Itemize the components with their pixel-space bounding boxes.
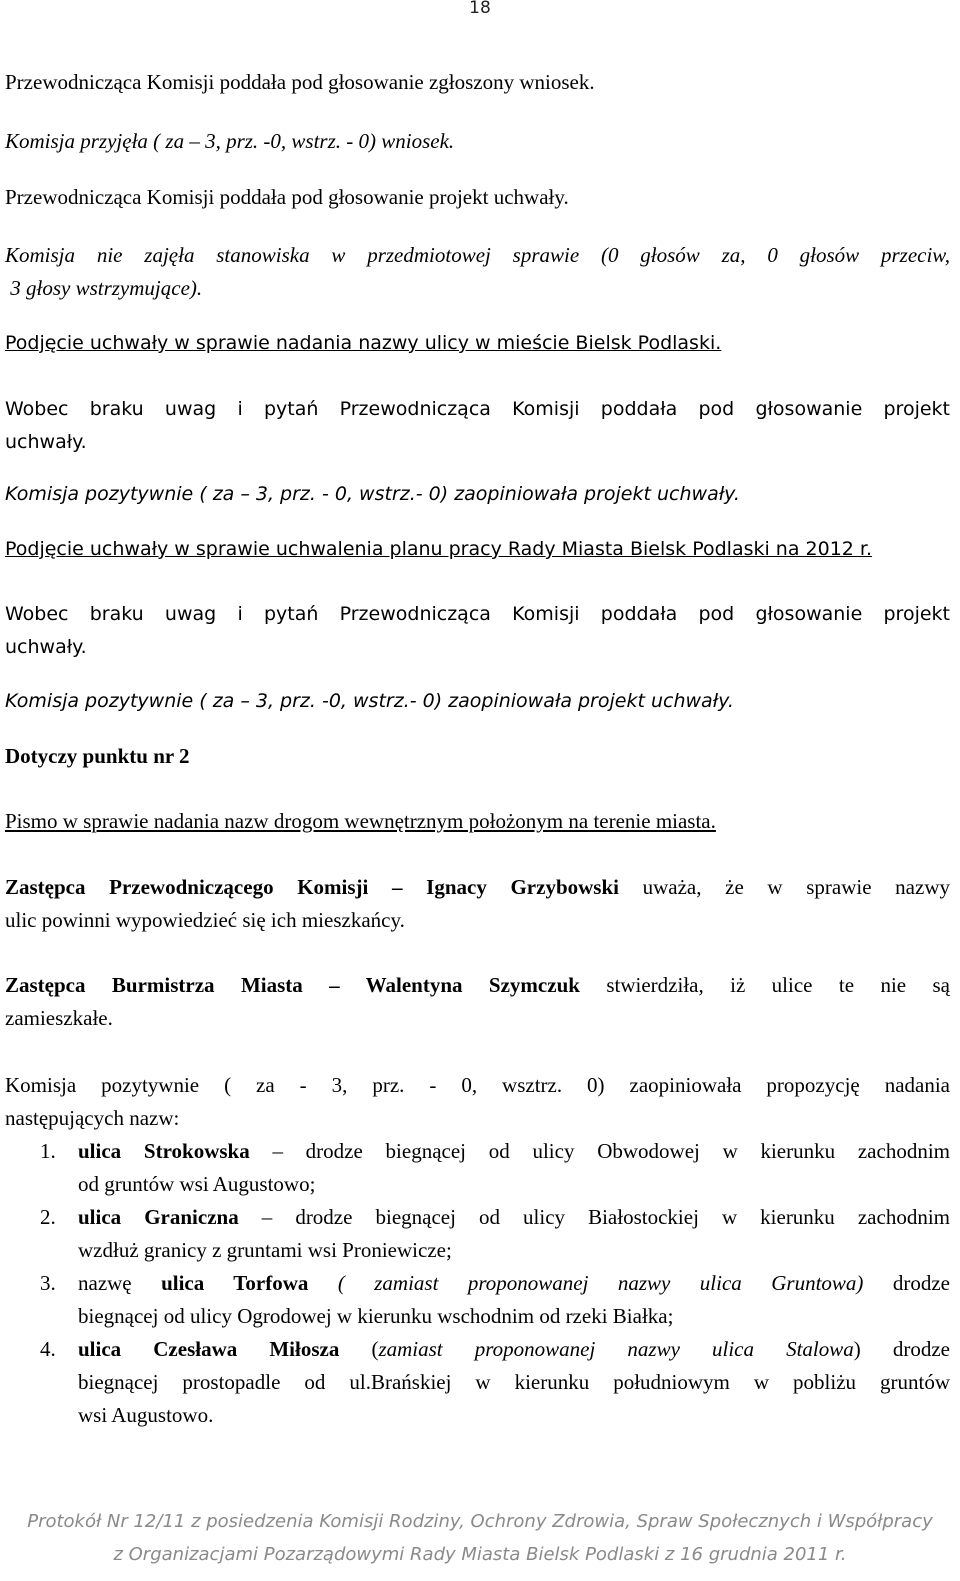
street-name: ulica Czesława Miłosza — [78, 1337, 340, 1361]
paragraph-no-remarks-1-line1: Wobec braku uwag i pytań Przewodnicząca Komisji poddała pod głosowanie projekt — [5, 398, 950, 420]
street-paren: ( — [339, 1337, 379, 1361]
section-heading-point-2: Dotyczy punktu nr 2 — [5, 744, 190, 768]
street-description-end: wsi Augustowo. — [78, 1403, 214, 1427]
paragraph-letter-street-names: Pismo w sprawie nadania nazw drogom wewnętrznym położonym na terenie miasta. — [5, 809, 716, 833]
paragraph-no-position-line2: 3 głosy wstrzymujące). — [5, 276, 203, 300]
deputy-mayor-statement: stwierdziła, iż ulice te nie są — [579, 973, 951, 997]
paragraph-vote-resolution: Przewodnicząca Komisji poddała pod głosowanie projekt uchwały. — [5, 185, 569, 209]
paragraph-deputy-mayor-line2: zamieszkałe. — [5, 1006, 113, 1030]
list-item — [40, 1201, 950, 1267]
street-description: – drodze biegnącej od ulicy Obwodowej w kierunku zachodnim — [249, 1139, 950, 1163]
paragraph-proposal-line1: Komisja pozytywnie ( za - 3, prz. - 0, wsztrz. 0) zaopiniowała propozycję nadania — [5, 1073, 950, 1097]
list-item-number: 3. — [40, 1271, 56, 1295]
street-description: – drodze biegnącej od ulicy Białostockiej w kierunku zachodnim — [238, 1205, 950, 1229]
street-prefix: nazwę — [78, 1271, 162, 1295]
paragraph-positive-opinion-2: Komisja pozytywnie ( za – 3, prz. -0, wstrz.- 0) zaopiniowała projekt uchwały. — [5, 690, 734, 712]
list-item — [40, 1267, 950, 1333]
list-item-number: 1. — [40, 1139, 56, 1163]
street-description: ) drodze — [853, 1337, 950, 1361]
page-number: 18 — [469, 0, 491, 18]
street-name: ulica Strokowska — [78, 1139, 250, 1163]
paragraph-vote-motion: Przewodnicząca Komisji poddała pod głosowanie zgłoszony wniosek. — [5, 70, 595, 94]
street-description-cont: od gruntów wsi Augustowo; — [78, 1172, 316, 1196]
deputy-mayor-name: Zastępca Burmistrza Miasta – Walentyna Szymczuk — [5, 973, 580, 997]
paragraph-deputy-chair-line1 — [5, 871, 950, 904]
list-item — [40, 1333, 950, 1432]
street-note: zamiast proponowanej nazwy ulica Stalowa — [378, 1337, 854, 1361]
paragraph-no-remarks-1-line2: uchwały. — [5, 431, 87, 453]
paragraph-deputy-mayor-line1 — [5, 969, 950, 1002]
paragraph-deputy-chair-line2: ulic powinni wypowiedzieć się ich mieszkańcy. — [5, 908, 405, 932]
street-description-cont: biegnącej prostopadle od ul.Brańskiej w kierunku południowym w pobliżu gruntów — [78, 1370, 950, 1394]
list-item — [40, 1135, 950, 1201]
street-description-cont: biegnącej od ulicy Ogrodowej w kierunku wschodnim od rzeki Białka; — [78, 1304, 674, 1328]
footer-line1: Protokół Nr 12/11 z posiedzenia Komisji Rodziny, Ochrony Zdrowia, Spraw Społecznych i Współpracy — [27, 1511, 933, 1532]
paragraph-motion-accepted: Komisja przyjęła ( za – 3, prz. -0, wstrz. - 0) wniosek. — [5, 129, 455, 153]
paragraph-proposal-line2: następujących nazw: — [5, 1106, 180, 1130]
heading-work-plan-resolution: Podjęcie uchwały w sprawie uchwalenia planu pracy Rady Miasta Bielsk Podlaski na 2012 r. — [5, 538, 873, 560]
street-name: ulica Graniczna — [78, 1205, 239, 1229]
list-item-number: 4. — [40, 1337, 56, 1361]
paragraph-no-remarks-2-line2: uchwały. — [5, 636, 87, 658]
paragraph-no-remarks-2-line1: Wobec braku uwag i pytań Przewodnicząca Komisji poddała pod głosowanie projekt — [5, 603, 950, 625]
deputy-chair-name: Zastępca Przewodniczącego Komisji – Ignacy Grzybowski — [5, 875, 619, 899]
street-name: ulica Torfowa — [161, 1271, 309, 1295]
street-note: ( zamiast proponowanej nazwy ulica Gruntowa) — [308, 1271, 864, 1295]
street-description: drodze — [863, 1271, 950, 1295]
deputy-chair-statement: uważa, że w sprawie nazwy — [618, 875, 950, 899]
street-description-cont: wzdłuż granicy z gruntami wsi Proniewicze; — [78, 1238, 452, 1262]
footer-line2: z Organizacjami Pozarządowymi Rady Miasta Bielsk Podlaski z 16 grudnia 2011 r. — [113, 1544, 847, 1565]
paragraph-positive-opinion-1: Komisja pozytywnie ( za – 3, prz. - 0, wstrz.- 0) zaopiniowała projekt uchwały. — [5, 483, 740, 505]
heading-street-name-resolution: Podjęcie uchwały w sprawie nadania nazwy ulicy w mieście Bielsk Podlaski. — [5, 332, 722, 354]
paragraph-no-position-line1: Komisja nie zajęła stanowiska w przedmiotowej sprawie (0 głosów za, 0 głosów przeciw, — [5, 243, 950, 267]
list-item-number: 2. — [40, 1205, 56, 1229]
